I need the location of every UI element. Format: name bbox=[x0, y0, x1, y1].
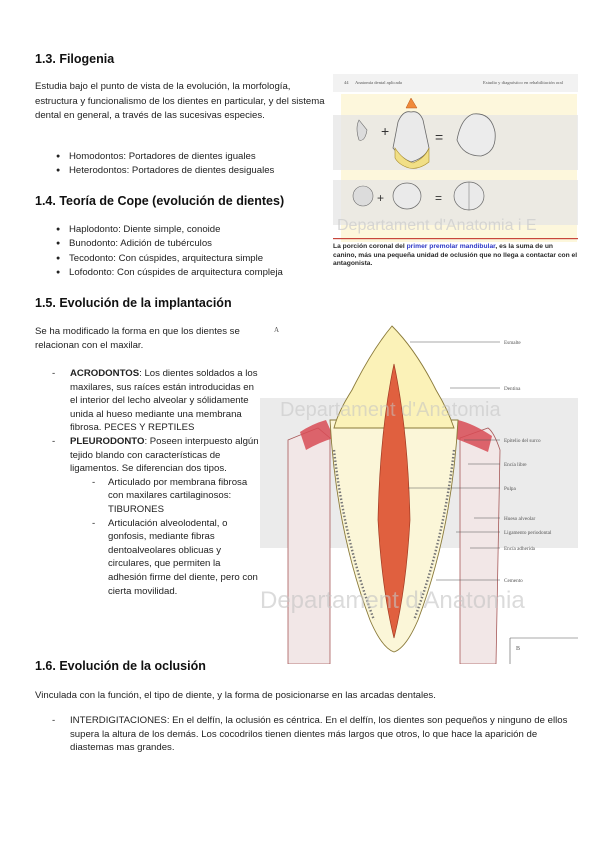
list-item: - PLEURODONTO: Poseen interpuesto algún tejido blando con características de ligamentos. Se diferencian dos tipos. - Articulado por membrana fibrosa con maxilares cartilaginosos: TIBURONES - Articulación alveolodental, o gonfosis, mediante fibras dentoalveolares oblicuas y circulares, que permiten la adhesión firme del diente, pero con cierta movilidad. bbox=[50, 435, 262, 598]
list-item: ● Homodontos: Portadores de dientes iguales bbox=[35, 150, 335, 164]
figure-letter-a: A bbox=[274, 326, 280, 334]
figure-header-left: Anatomía dental aplicada bbox=[355, 80, 402, 85]
figure-watermark-bottom: Departament d'Anatomia bbox=[260, 587, 525, 614]
pleurodonto-sublist bbox=[70, 476, 262, 598]
label-cemento: Cemento bbox=[504, 578, 523, 584]
label-encia-adherida: Encía adherida bbox=[504, 546, 535, 552]
figure-letter-b: B bbox=[516, 646, 521, 652]
occlusal-canine-shape bbox=[393, 183, 421, 209]
tooth-section-figure bbox=[260, 320, 578, 664]
list-item: ● Heterodontos: Portadores de dientes desiguales bbox=[35, 164, 335, 178]
premolar-figure bbox=[333, 70, 578, 284]
figure-watermark-top: Departament d'Anatomia bbox=[280, 399, 501, 421]
tooth-section-illustration bbox=[260, 320, 578, 664]
list-item: ● Bunodonto: Adición de tubérculos bbox=[35, 237, 335, 251]
heading-filogenia: 1.3. Filogenia bbox=[35, 52, 115, 66]
oclusion-paragraph: Vinculada con la función, el tipo de diente, y la forma de posicionarse en las arcadas dentales. bbox=[35, 690, 436, 701]
equals-sign: = bbox=[435, 129, 444, 145]
label-hueso-alveolar: Hueso alveolar bbox=[504, 516, 536, 522]
list-item: - Articulación alveolodental, o gonfosis, mediante fibras dentoalveolares oblicuas y circulares, que permiten la adhesión firme del diente, pero con cierta movilidad. bbox=[90, 517, 262, 599]
list-item: ● Haplodonto: Diente simple, conoide bbox=[35, 223, 335, 237]
figure-page-number: 44 bbox=[344, 80, 349, 85]
heading-teoria-cope: 1.4. Teoría de Cope (evolución de dientes) bbox=[35, 194, 285, 208]
heading-implantacion: 1.5. Evolución de la implantación bbox=[35, 296, 232, 310]
bone-left-shape bbox=[288, 428, 330, 664]
label-ligamento: Ligamento periodontal bbox=[504, 530, 552, 536]
list-item: ● Lofodonto: Con cúspides de arquitectura compleja bbox=[35, 266, 335, 280]
plus-sign: + bbox=[381, 123, 390, 139]
label-esmalte: Esmalte bbox=[504, 340, 521, 346]
label-dentina: Dentina bbox=[504, 386, 521, 392]
label-pulpa: Pulpa bbox=[504, 486, 516, 492]
heading-oclusion: 1.6. Evolución de la oclusión bbox=[35, 659, 206, 673]
implantacion-paragraph: Se ha modificado la forma en que los dientes se relacionan con el maxilar. bbox=[35, 326, 240, 351]
oclusion-list bbox=[50, 714, 570, 755]
label-encia-libre: Encía libre bbox=[504, 462, 527, 468]
figure-watermark: Departament d'Anatomia i E bbox=[337, 217, 537, 234]
implantacion-list bbox=[50, 367, 262, 598]
caption-rule bbox=[333, 238, 578, 239]
list-item: ● Tecodonto: Con cúspides, arquitectura simple bbox=[35, 252, 335, 266]
plus-sign-2: + bbox=[377, 191, 385, 205]
list-item: - ACRODONTOS: Los dientes soldados a los maxilares, sus raíces están introducidas en el interior del lecho alveolar y sólidamente unida al hueso mediante una membrana fibrosa. PECES Y REPTILES bbox=[50, 367, 262, 435]
bone-right-shape bbox=[460, 428, 500, 664]
label-epitelio: Epitelio del surco bbox=[504, 438, 541, 444]
filogenia-list bbox=[35, 150, 335, 179]
occlusal-unit-shape bbox=[353, 186, 373, 206]
premolar-caption: La porción coronal del primer premolar mandibular, es la suma de un canino, más una pequeña unidad de oclusión que no llega a contactar con el antagonista. bbox=[333, 243, 578, 268]
cope-list bbox=[35, 223, 335, 280]
list-item: - INTERDIGITACIONES: En el delfín, la oclusión es céntrica. En el delfín, los dientes son pequeños y ninguno de ellos supera la altura de los demás. Los cocodrilos tienen dientes más largos que otros, lo que hace la aparición de diastemas mas grandes. bbox=[50, 714, 570, 755]
equals-sign-2: = bbox=[435, 191, 443, 205]
list-item: - Articulado por membrana fibrosa con maxilares cartilaginosos: TIBURONES bbox=[90, 476, 262, 517]
filogenia-paragraph: Estudia bajo el punto de vista de la evolución, la morfología, estructura y funcionalismo de los dientes en particular, y del sistema dental en general, a través de las sucesivas especies. bbox=[35, 81, 325, 121]
figure-header-right: Estudio y diagnóstico en rehabilitación oral bbox=[483, 80, 563, 85]
